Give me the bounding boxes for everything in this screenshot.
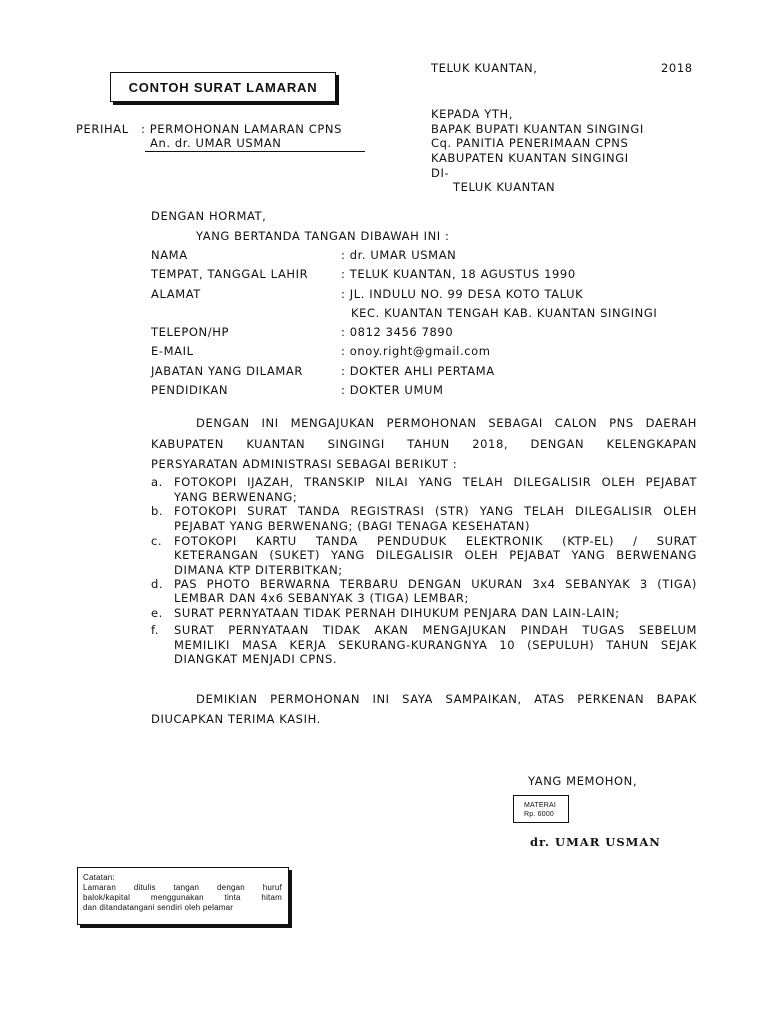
closing-line: DIUCAPKAN TERIMA KASIH. bbox=[151, 712, 321, 726]
field-value-ttl: : TELUK KUANTAN, 18 AGUSTUS 1990 bbox=[341, 267, 576, 281]
field-label-email: E-MAIL bbox=[151, 344, 194, 358]
recipient-line: KABUPATEN KUANTAN SINGINGI bbox=[431, 151, 629, 165]
recipient-line: TELUK KUANTAN bbox=[453, 180, 556, 194]
field-value-telepon: : 0812 3456 7890 bbox=[341, 325, 454, 339]
recipient-line: DI- bbox=[431, 166, 450, 180]
subject-value: : PERMOHONAN LAMARAN CPNS bbox=[141, 122, 342, 136]
signer-name: dr. UMAR USMAN bbox=[530, 835, 661, 849]
greeting: DENGAN HORMAT, bbox=[151, 209, 267, 223]
paragraph-line: KABUPATEN KUANTAN SINGINGI TAHUN 2018, DENGAN KELENGKAPAN bbox=[151, 437, 697, 451]
requirement-letter: e. bbox=[151, 606, 163, 620]
requirement-letter: b. bbox=[151, 504, 164, 518]
closing-line: DEMIKIAN PERMOHONAN INI SAYA SAMPAIKAN, ATAS PERKENAN BAPAK bbox=[196, 692, 697, 706]
stamp-line: Rp. 6000 bbox=[524, 811, 555, 818]
requirement-line: PEJABAT YANG BERWENANG; (BAGI TENAGA KESEHATAN) bbox=[174, 519, 531, 533]
note-line: balok/kapital menggunakan tinta hitam bbox=[83, 893, 282, 902]
field-value-nama: : dr. UMAR USMAN bbox=[341, 248, 457, 262]
title-box bbox=[110, 72, 336, 102]
requirement-line: LEMBAR DAN 4x6 SEBANYAK 3 (TIGA) LEMBAR; bbox=[174, 591, 470, 605]
requirement-letter: a. bbox=[151, 475, 163, 489]
field-label-jabatan: JABATAN YANG DILAMAR bbox=[151, 364, 303, 378]
subject-underline bbox=[145, 151, 365, 152]
requirement-line: SURAT PERNYATAAN TIDAK AKAN MENGAJUKAN PINDAH TUGAS SEBELUM bbox=[174, 623, 697, 637]
note-line: Lamaran ditulis tangan dengan huruf bbox=[83, 883, 282, 892]
note-line: dan ditandatangani sendiri oleh pelamar bbox=[83, 903, 234, 912]
paragraph-line: DENGAN INI MENGAJUKAN PERMOHONAN SEBAGAI CALON PNS DAERAH bbox=[196, 416, 697, 430]
letter-year: 2018 bbox=[661, 61, 693, 75]
intro-line: YANG BERTANDA TANGAN DIBAWAH INI : bbox=[196, 229, 450, 243]
recipient-line: Cq. PANITIA PENERIMAAN CPNS bbox=[431, 136, 629, 150]
field-label-pendidikan: PENDIDIKAN bbox=[151, 383, 229, 397]
field-value-alamat-cont: KEC. KUANTAN TENGAH KAB. KUANTAN SINGINGI bbox=[351, 306, 658, 320]
subject-on-behalf: An. dr. UMAR USMAN bbox=[150, 136, 282, 150]
stamp-line: MATERAI bbox=[524, 802, 556, 809]
document-title: CONTOH SURAT LAMARAN bbox=[128, 80, 318, 95]
requirement-line: YANG BERWENANG; bbox=[174, 490, 298, 504]
requirement-line: MEMILIKI MASA KERJA SEKURANG-KURANGNYA 10 (SEPULUH) TAHUN SEJAK bbox=[174, 638, 697, 652]
field-label-nama: NAMA bbox=[151, 248, 188, 262]
recipient-line: KEPADA YTH, bbox=[431, 107, 514, 121]
requirement-line: FOTOKOPI IJAZAH, TRANSKIP NILAI YANG TELAH DILEGALISIR OLEH PEJABAT bbox=[174, 475, 697, 489]
field-label-alamat: ALAMAT bbox=[151, 287, 201, 301]
requirement-line: PAS PHOTO BERWARNA TERBARU DENGAN UKURAN 3x4 SEBANYAK 3 (TIGA) bbox=[174, 577, 697, 591]
subject-label: PERIHAL bbox=[76, 122, 129, 136]
stamp-box bbox=[513, 795, 569, 823]
requirement-line: DIANGKAT MENJADI CPNS. bbox=[174, 652, 338, 666]
letter-place: TELUK KUANTAN, bbox=[431, 61, 538, 75]
requirement-letter: c. bbox=[151, 534, 163, 548]
field-value-email: : onoy.right@gmail.com bbox=[341, 344, 491, 358]
requirement-line: DIMANA KTP DITERBITKAN; bbox=[174, 563, 343, 577]
requirement-line: KETERANGAN (SUKET) YANG DILEGALISIR OLEH PEJABAT YANG BERWENANG bbox=[174, 548, 697, 562]
field-value-pendidikan: : DOKTER UMUM bbox=[341, 383, 444, 397]
requirement-line: FOTOKOPI KARTU TANDA PENDUDUK ELEKTRONIK (KTP-EL) / SURAT bbox=[174, 534, 697, 548]
signature-label: YANG MEMOHON, bbox=[528, 774, 638, 788]
note-title: Catatan: bbox=[83, 873, 115, 882]
field-label-telepon: TELEPON/HP bbox=[151, 325, 230, 339]
paragraph-line: PERSYARATAN ADMINISTRASI SEBAGAI BERIKUT : bbox=[151, 457, 458, 471]
recipient-line: BAPAK BUPATI KUANTAN SINGINGI bbox=[431, 122, 644, 136]
field-value-alamat: : JL. INDULU NO. 99 DESA KOTO TALUK bbox=[341, 287, 584, 301]
requirement-letter: d. bbox=[151, 577, 164, 591]
requirement-line: SURAT PERNYATAAN TIDAK PERNAH DIHUKUM PENJARA DAN LAIN-LAIN; bbox=[174, 606, 620, 620]
requirement-letter: f. bbox=[151, 623, 160, 637]
field-label-ttl: TEMPAT, TANGGAL LAHIR bbox=[151, 267, 309, 281]
field-value-jabatan: : DOKTER AHLI PERTAMA bbox=[341, 364, 495, 378]
requirement-line: FOTOKOPI SURAT TANDA REGISTRASI (STR) YANG TELAH DILEGALISIR OLEH bbox=[174, 504, 697, 518]
note-box bbox=[77, 867, 289, 925]
